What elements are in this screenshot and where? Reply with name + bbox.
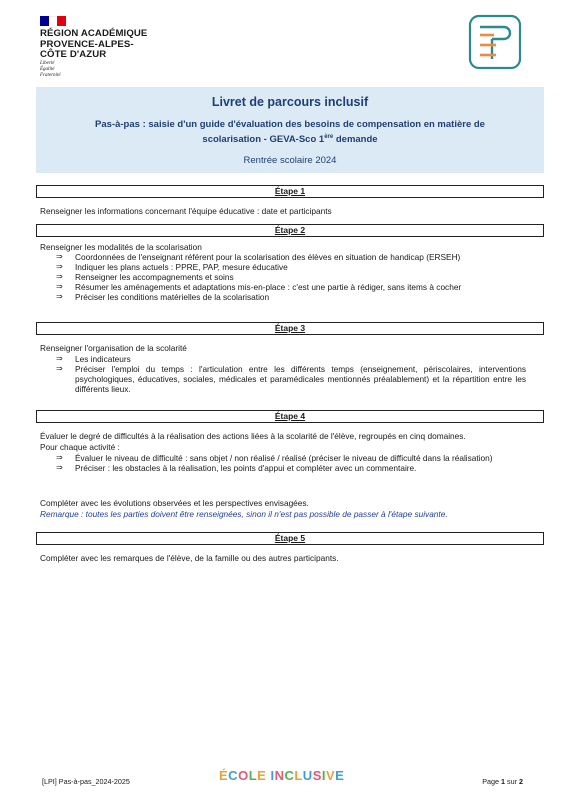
step-3-list: [56, 354, 526, 394]
step-3-text: Renseigner l'organisation de la scolarité: [40, 343, 187, 353]
list-item: ⇒ Préciser : les obstacles à la réalisation, les points d'appui et compléter avec un commentaire.: [56, 463, 417, 473]
school-year: Rentrée scolaire 2024: [243, 155, 337, 166]
document-title: Livret de parcours inclusif: [211, 95, 369, 109]
step-4-text-2: Pour chaque activité :: [40, 442, 120, 452]
list-item: ⇒ Préciser l'emploi du temps : l'articulation entre les différents temps (enseignement, périscolaires, interventions psychologiques, éducatives, sociales, médicales et paramédicales mentionnés préalablement) et la répartition entre les différents lieux.: [56, 364, 526, 394]
footer-filename: [LPI] Pas-à-pas_2024-2025: [42, 777, 130, 786]
footer-logo: ÉCOLE INCLUSIVE: [219, 768, 345, 783]
step-4-list: [56, 453, 526, 473]
step-4-after: Compléter avec les évolutions observées et les perspectives envisagées.: [40, 498, 309, 508]
step-2-list: [56, 252, 526, 302]
flag-icon: [40, 16, 66, 26]
title-box: [36, 87, 544, 173]
step-5-text: Compléter avec les remarques de l'élève, de la famille ou des autres participants.: [40, 553, 339, 563]
region-label: RÉGION ACADÉMIQUE PROVENCE-ALPES- CÔTE D'AZUR: [40, 28, 148, 60]
step-4-remark: Remarque : toutes les parties doivent être renseignées, sinon il n'est pas possible de passer à l'étape suivante.: [40, 509, 448, 519]
inclusive-logo-icon: [466, 13, 524, 71]
republic-motto: Liberté Égalité Fraternité: [40, 61, 61, 78]
step-4-header: Étape 4: [36, 410, 544, 423]
list-item: ⇒ Renseigner les accompagnements et soins: [56, 272, 234, 282]
document-subtitle: Pas-à-pas : saisie d'un guide d'évaluation des besoins de compensation en matière de scolarisation - GEVA-Sco 1ère demande: [95, 119, 485, 146]
step-1-header: Étape 1: [36, 185, 544, 198]
step-3-header: Étape 3: [36, 322, 544, 335]
step-4-text: Évaluer le degré de difficultés à la réalisation des actions liées à la scolarité de l'élève, regroupés en cinq domaines.: [40, 431, 466, 441]
step-5-header: Étape 5: [36, 532, 544, 545]
list-item: ⇒ Indiquer les plans actuels : PPRE, PAP, mesure éducative: [56, 262, 288, 272]
list-item: ⇒ Préciser les conditions matérielles de la scolarisation: [56, 292, 270, 302]
footer-page-number: Page 1 sur 2: [482, 777, 523, 786]
step-1-text: Renseigner les informations concernant l'équipe éducative : date et participants: [40, 206, 332, 216]
list-item: ⇒ Coordonnées de l'enseignant référent pour la scolarisation des élèves en situation de handicap (ERSEH): [56, 252, 461, 262]
step-2-text: Renseigner les modalités de la scolarisation: [40, 242, 202, 252]
list-item: ⇒ Résumer les aménagements et adaptations mis-en-place : c'est une partie à rédiger, sans items à cocher: [56, 282, 462, 292]
step-2-header: Étape 2: [36, 224, 544, 237]
list-item: ⇒ Évaluer le niveau de difficulté : sans objet / non réalisé / réalisé (préciser le niveau de difficulté dans la réalisation): [56, 453, 493, 463]
list-item: ⇒ Les indicateurs: [56, 354, 131, 364]
